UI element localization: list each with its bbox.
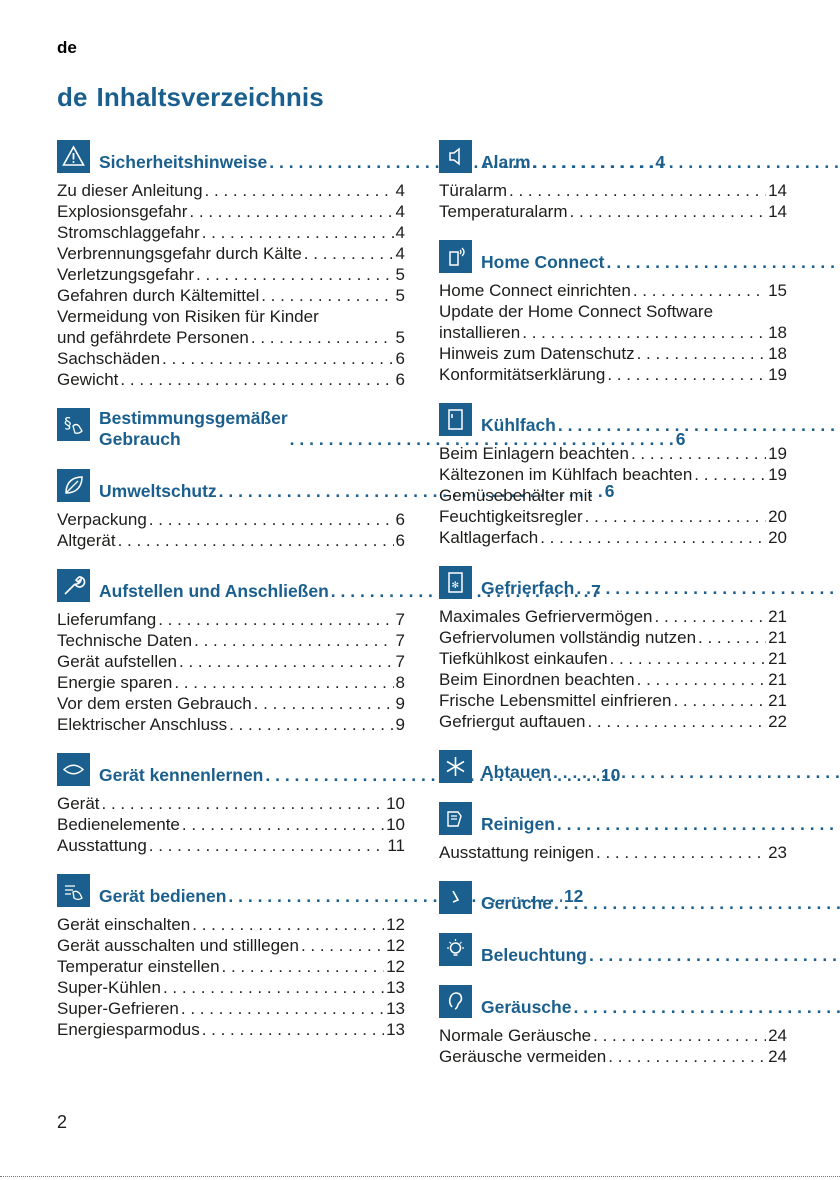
toc-entry-page: 14 (768, 202, 787, 221)
toc-entry-text: Ausstattung reinigen (439, 843, 594, 862)
toc-entry-page: 18 (768, 323, 787, 342)
nose-icon (439, 881, 472, 914)
toc-entry[interactable] (439, 201, 787, 222)
toc-entry-text: Gerät einschalten (57, 915, 191, 934)
title-text: Inhaltsverzeichnis (96, 82, 324, 112)
section-title: Aufstellen und Anschließen (99, 581, 329, 601)
section-heading[interactable] (439, 240, 787, 274)
warning-triangle-icon (57, 140, 90, 173)
page-edge-divider (0, 1176, 840, 1177)
toc-section (439, 140, 787, 222)
leader-dots (587, 711, 766, 732)
section-title: Geräusche (481, 997, 572, 1017)
toc-entry-page: 23 (768, 843, 787, 862)
title-lang: de (57, 82, 88, 112)
toc-entry-text: Gewicht (57, 370, 119, 389)
toc-entry[interactable] (57, 327, 405, 348)
leader-dots (222, 956, 385, 977)
hand-operate-icon (57, 874, 90, 907)
toc-entry[interactable] (57, 201, 405, 222)
toc-entry-text: Gerät (57, 794, 100, 813)
toc-entry[interactable] (439, 464, 787, 485)
toc-entry[interactable] (439, 443, 787, 464)
toc-entry-text: und gefährdete Personen (57, 328, 249, 347)
leader-dots (118, 530, 394, 551)
toc-entry-text: Gerät ausschalten und stilllegen (57, 936, 299, 955)
toc-entry-text: Temperaturalarm (439, 202, 568, 221)
toc-entry-text: Vor dem ersten Gebrauch (57, 694, 252, 713)
page-title (57, 82, 324, 113)
toc-section (439, 933, 787, 967)
toc-entry[interactable] (57, 914, 405, 935)
toc-entry-page: 12 (386, 957, 405, 976)
cleaning-hand-icon (439, 802, 472, 835)
toc-entry[interactable] (439, 669, 787, 690)
toc-entry-page: 21 (768, 628, 787, 647)
toc-entry[interactable] (57, 935, 405, 956)
toc-entry[interactable] (439, 648, 787, 669)
toc-entry-page: 5 (395, 328, 405, 347)
toc-entry-page: 19 (768, 365, 787, 384)
toc-entry[interactable] (57, 243, 405, 264)
leader-dots (229, 714, 393, 735)
leader-dots (202, 222, 394, 243)
leader-dots (254, 693, 394, 714)
toc-entry-text: Sachschäden (57, 349, 161, 368)
leader-dots (608, 1046, 766, 1067)
section-heading[interactable] (439, 750, 787, 784)
toc-entry-text: Verletzungsgefahr (57, 265, 195, 284)
toc-entry[interactable] (57, 369, 405, 390)
section-heading-text (481, 985, 840, 1019)
toc-entry-text: Ausstattung (57, 836, 147, 855)
toc-entry-page: 20 (768, 507, 787, 526)
toc-entry-page: 24 (768, 1047, 787, 1066)
toc-entry-page: 6 (395, 349, 405, 368)
toc-entry[interactable] (57, 630, 405, 651)
toc-entry-text: Super-Kühlen (57, 978, 161, 997)
toc-entry-page: 8 (395, 673, 405, 692)
toc-entry-page: 19 (768, 444, 787, 463)
section-title: Kühlfach (481, 415, 556, 435)
toc-entry[interactable] (57, 180, 405, 201)
toc-entry-text: Explosionsgefahr (57, 202, 188, 221)
leader-dots (149, 835, 386, 856)
language-code: de (57, 38, 77, 57)
toc-entry-page: 13 (386, 999, 405, 1018)
section-page: 7 (591, 581, 601, 601)
toc-entry-page: 5 (395, 286, 405, 305)
toc-entry[interactable] (57, 285, 405, 306)
toc-entry-text: Geräusche vermeiden (439, 1047, 607, 1066)
toc-entry[interactable] (57, 793, 405, 814)
leader-dots (694, 464, 766, 485)
toc-entry[interactable] (439, 506, 787, 527)
toc-entry-text: Konformitätserklärung (439, 365, 606, 384)
leader-dots (558, 415, 840, 436)
section-heading-text (481, 750, 840, 784)
toc-entry[interactable] (439, 842, 787, 863)
toc-entry-text: Stromschlaggefahr (57, 223, 200, 242)
toc-entry[interactable] (439, 280, 787, 301)
leader-dots (202, 1019, 384, 1040)
toc-column-right (439, 140, 787, 1085)
toc-entry-page: 11 (387, 836, 405, 855)
toc-entry-text: Energiesparmodus (57, 1020, 200, 1039)
section-heading-text (481, 240, 840, 274)
toc-entry-page: 21 (768, 670, 787, 689)
fridge-compartment-icon (439, 403, 472, 436)
leader-dots (589, 945, 840, 966)
section-heading-text (481, 140, 840, 174)
section-heading-text (481, 403, 840, 437)
paragraph-hand-icon (57, 408, 90, 441)
speaker-icon (439, 140, 472, 173)
section-title: Beleuchtung (481, 945, 587, 965)
toc-entry-text: Maximales Gefriervermögen (439, 607, 653, 626)
toc-entry[interactable] (57, 672, 405, 693)
toc-entry[interactable] (57, 222, 405, 243)
leader-dots (637, 343, 767, 364)
toc-entry[interactable] (439, 1046, 787, 1067)
leader-dots (149, 509, 394, 530)
snowflake-icon (439, 750, 472, 783)
toc-entry[interactable] (439, 627, 787, 648)
section-title: Gerät bedienen (99, 886, 227, 906)
section-title: Sicherheitshinweise (99, 152, 268, 172)
leader-dots (637, 669, 766, 690)
wrench-icon (57, 569, 90, 602)
toc-entry-page: 12 (386, 915, 405, 934)
toc-entry-page: 6 (395, 510, 405, 529)
toc-entry-page: 7 (395, 631, 405, 650)
page-number: 2 (57, 1112, 68, 1132)
section-heading[interactable] (439, 140, 787, 174)
toc-entry-text: Normale Geräusche (439, 1026, 592, 1045)
toc-entry-page: 22 (768, 712, 787, 731)
toc-entry-line1[interactable]: Vermeidung von Risiken für Kinder (57, 307, 319, 326)
section-heading[interactable] (439, 802, 787, 836)
toc-entry-text: Technische Daten (57, 631, 193, 650)
toc-entry-page: 4 (395, 181, 405, 200)
toc-entry[interactable] (439, 690, 787, 711)
phone-signal-icon (439, 240, 472, 273)
toc-entry-text: Gefahren durch Kältemittel (57, 286, 260, 305)
toc-entry-text: Beim Einlagern beachten (439, 444, 629, 463)
toc-entry-text: Home Connect einrichten (439, 281, 631, 300)
toc-entry-text: Super-Gefrieren (57, 999, 179, 1018)
toc-entry-page: 4 (395, 244, 405, 263)
section-heading[interactable] (439, 933, 787, 967)
leader-dots (196, 264, 393, 285)
toc-entry[interactable] (439, 606, 787, 627)
section-page: 10 (600, 765, 621, 785)
toc-entry[interactable] (439, 711, 787, 732)
toc-entry-page: 15 (768, 281, 787, 300)
toc-entry[interactable] (57, 956, 405, 977)
toc-entry-line1[interactable]: Update der Home Connect Software (439, 302, 714, 321)
leader-dots (553, 762, 840, 783)
toc-entry[interactable] (57, 998, 405, 1019)
section-heading-text (481, 881, 840, 915)
toc-entry-text: Verpackung (57, 510, 147, 529)
leader-dots (557, 814, 840, 835)
section-title: Gerüche (481, 893, 552, 913)
toc-entry[interactable] (57, 509, 405, 530)
eye-icon (57, 753, 90, 786)
toc-entry-text: Gefriergut auftauen (439, 712, 586, 731)
leader-dots (573, 997, 840, 1018)
toc-entry-text: Kältezonen im Kühlfach beachten (439, 465, 693, 484)
toc-entry-page: 21 (768, 691, 787, 710)
toc-entry[interactable] (439, 527, 787, 548)
freezer-compartment-icon (439, 566, 472, 599)
leader-dots (162, 348, 394, 369)
leader-dots (120, 369, 393, 390)
section-title (99, 408, 288, 450)
leader-dots (163, 977, 384, 998)
toc-section (439, 240, 787, 385)
leader-dots (102, 793, 385, 814)
toc-entry[interactable] (57, 814, 405, 835)
toc-entry-text: Altgerät (57, 531, 116, 550)
toc-entry-page: 10 (386, 815, 405, 834)
leader-dots (540, 527, 766, 548)
toc-entry-page: 5 (395, 265, 405, 284)
toc-entry-text: Beim Einordnen beachten (439, 670, 635, 689)
section-heading[interactable] (439, 403, 787, 437)
toc-entry[interactable] (57, 264, 405, 285)
toc-entry-text: Zu dieser Anleitung (57, 181, 203, 200)
leader-dots (251, 327, 394, 348)
toc-entry[interactable] (57, 835, 405, 856)
leader-dots (607, 364, 766, 385)
toc-entry-page: 10 (386, 794, 405, 813)
toc-entry[interactable] (439, 322, 787, 343)
toc-entry-page: 4 (395, 223, 405, 242)
toc-entry-page: 7 (395, 652, 405, 671)
toc-entry-page: 6 (395, 531, 405, 550)
section-page: 12 (563, 886, 584, 906)
toc-entry-page: 13 (386, 978, 405, 997)
leader-dots (304, 243, 394, 264)
toc-entry-page: 21 (768, 607, 787, 626)
toc-entry[interactable] (57, 977, 405, 998)
section-page: 6 (604, 481, 615, 501)
leader-dots (610, 648, 767, 669)
leader-dots (174, 672, 393, 693)
leaf-icon (57, 469, 90, 502)
toc-entry[interactable] (57, 651, 405, 672)
section-title: Alarm (481, 152, 531, 172)
leader-dots (301, 935, 384, 956)
toc-entry-text: Türalarm (439, 181, 508, 200)
toc-entry-text: Bedienelemente (57, 815, 180, 834)
toc-entry-text: Frische Lebensmittel einfrieren (439, 691, 672, 710)
section-heading-text (481, 802, 840, 836)
toc-entry-page: 7 (395, 610, 405, 629)
toc-section (439, 566, 787, 732)
section-title: Home Connect (481, 252, 605, 272)
toc-entry-text: Energie sparen (57, 673, 173, 692)
leader-dots (633, 280, 766, 301)
leader-dots (576, 578, 840, 599)
toc-entry-text: Elektrischer Anschluss (57, 715, 228, 734)
toc-entry-page: 9 (395, 715, 405, 734)
toc-section (439, 750, 787, 784)
section-heading-text (481, 566, 840, 600)
toc-entry-text: Gerät aufstellen (57, 652, 178, 671)
leader-dots (533, 152, 840, 173)
toc-section (439, 403, 787, 548)
toc-entry-page: 20 (768, 528, 787, 547)
toc-entry-text: Feuchtigkeitsregler (439, 507, 583, 526)
toc-entry-page: 9 (395, 694, 405, 713)
section-heading[interactable] (439, 985, 787, 1019)
leader-dots (631, 443, 766, 464)
leader-dots (673, 690, 766, 711)
toc-entry-page: 6 (395, 370, 405, 389)
toc-entry-page: 12 (386, 936, 405, 955)
leader-dots (179, 651, 394, 672)
leader-dots (585, 506, 766, 527)
leader-dots (182, 814, 384, 835)
toc-entry-text: Tiefkühlkost einkaufen (439, 649, 608, 668)
leader-dots (261, 285, 393, 306)
toc-entry-text: Kaltlagerfach (439, 528, 539, 547)
toc-entry[interactable] (439, 343, 787, 364)
section-title-line1: Bestimmungsgemäßer (99, 408, 288, 428)
toc-entry[interactable] (57, 348, 405, 369)
section-title: Umweltschutz (99, 481, 217, 501)
toc-entry-page: 14 (768, 181, 787, 200)
leader-dots (554, 893, 840, 914)
leader-dots (509, 180, 766, 201)
toc-entry[interactable] (439, 364, 787, 385)
toc-entry[interactable] (439, 180, 787, 201)
toc-entry-page: 24 (768, 1026, 787, 1045)
leader-dots (655, 606, 767, 627)
toc-entry-page: 18 (768, 344, 787, 363)
section-heading[interactable] (439, 881, 787, 915)
toc-entry-line1[interactable]: Gemüsebehälter mit (439, 486, 593, 505)
toc-section (439, 881, 787, 915)
section-title: Gefrierfach (481, 578, 575, 598)
leader-dots (593, 1025, 766, 1046)
svg-text:§: § (64, 414, 72, 432)
toc-section (439, 802, 787, 863)
section-title: Reinigen (481, 814, 555, 834)
leader-dots (698, 627, 766, 648)
section-title-line2: Gebrauch (99, 429, 181, 449)
ear-icon (439, 985, 472, 1018)
leader-dots (596, 842, 766, 863)
leader-dots (205, 180, 394, 201)
leader-dots (606, 252, 840, 273)
svg-text:✻: ✻ (451, 581, 460, 591)
leader-dots (522, 322, 766, 343)
section-title: Abtauen (481, 762, 551, 782)
leader-dots (570, 201, 767, 222)
leader-dots (181, 998, 384, 1019)
toc-entry[interactable] (57, 609, 405, 630)
toc-entry[interactable] (439, 1025, 787, 1046)
toc-entry[interactable] (57, 693, 405, 714)
light-bulb-icon (439, 933, 472, 966)
toc-entry[interactable] (57, 1019, 405, 1040)
toc-entry-text: Temperatur einstellen (57, 957, 220, 976)
section-title: Gerät kennenlernen (99, 765, 264, 785)
section-heading[interactable] (439, 566, 787, 600)
toc-entry-text: Lieferumfang (57, 610, 157, 629)
leader-dots (194, 630, 393, 651)
toc-entry-page: 4 (395, 202, 405, 221)
section-page: 6 (675, 429, 686, 449)
leader-dots (158, 609, 393, 630)
section-page: 4 (655, 152, 666, 172)
toc-section (439, 985, 787, 1067)
toc-entry-text: Verbrennungsgefahr durch Kälte (57, 244, 302, 263)
leader-dots (189, 201, 393, 222)
section-heading-text (481, 933, 840, 967)
toc-entry-text: Gefriervolumen vollständig nutzen (439, 628, 697, 647)
leader-dots (192, 914, 384, 935)
toc-entry-text: Hinweis zum Datenschutz (439, 344, 635, 363)
toc-entry-page: 21 (768, 649, 787, 668)
toc-entry-text: installieren (439, 323, 521, 342)
toc-entry-page: 13 (386, 1020, 405, 1039)
toc-entry[interactable] (57, 714, 405, 735)
toc-entry[interactable] (57, 530, 405, 551)
toc-entry-page: 19 (768, 465, 787, 484)
